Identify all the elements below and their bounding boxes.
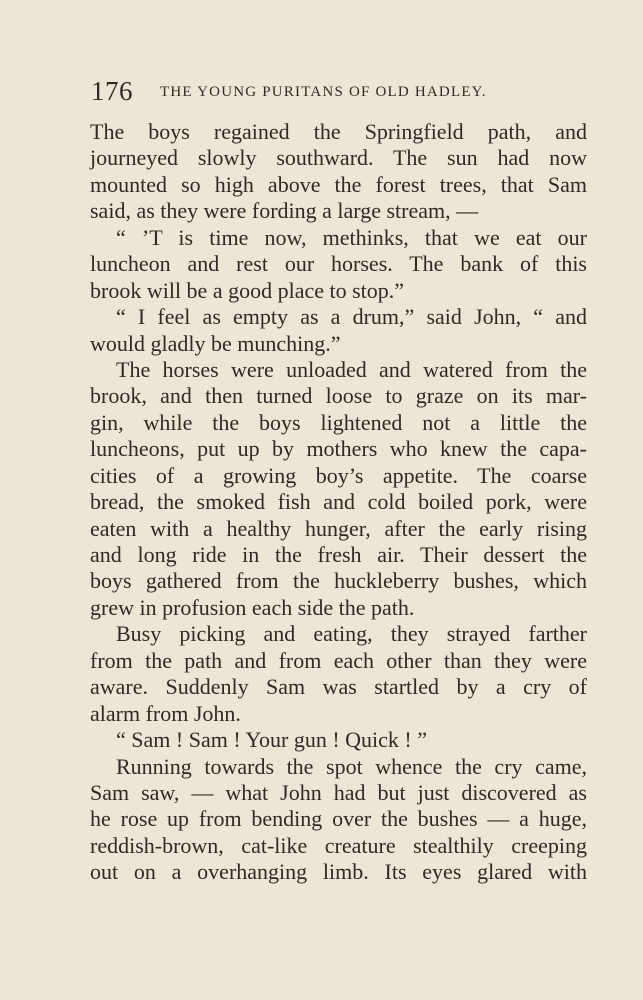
text-line: would gladly be munching.” (90, 330, 341, 356)
page-header (91, 76, 587, 106)
text-line: Busy picking and eating, they strayed farther (116, 621, 587, 647)
text-line: journeyed slowly southward. The sun had now (90, 145, 587, 171)
text-line: bread, the smoked fish and cold boiled pork, were (90, 489, 587, 515)
text-line: Sam saw, — what John had but just discovered as (90, 779, 587, 805)
page-body-text (90, 119, 587, 886)
text-line: cities of a growing boy’s appetite. The coarse (90, 462, 587, 488)
text-line: gin, while the boys lightened not a little the (90, 409, 587, 435)
text-line: Running towards the spot whence the cry came, (116, 753, 587, 779)
text-line: luncheon and rest our horses. The bank of this (90, 251, 587, 277)
text-line: out on a overhanging limb. Its eyes glared with (90, 859, 587, 885)
running-title: THE YOUNG PURITANS OF OLD HADLEY. (160, 84, 487, 100)
text-line: brook will be a good place to stop.” (90, 277, 405, 303)
text-line: “ Sam ! Sam ! Your gun ! Quick ! ” (116, 727, 428, 753)
page-number: 176 (91, 76, 133, 106)
text-line: “ I feel as empty as a drum,” said John, “ and (116, 304, 587, 330)
text-line: alarm from John. (90, 700, 241, 726)
text-line: grew in profusion each side the path. (90, 594, 415, 620)
text-line: “ ’T is time now, methinks, that we eat our (116, 224, 587, 250)
text-line: luncheons, put up by mothers who knew the capa- (90, 436, 587, 462)
text-line: The boys regained the Springfield path, and (90, 119, 587, 144)
text-line: The horses were unloaded and watered from the (116, 356, 587, 382)
text-line: reddish-brown, cat-like creature stealthily creeping (90, 832, 587, 858)
text-line: brook, and then turned loose to graze on its mar- (90, 383, 587, 409)
text-line: aware. Suddenly Sam was startled by a cry of (90, 674, 587, 700)
text-line: from the path and from each other than they were (90, 647, 587, 673)
text-line: said, as they were fording a large stream, — (90, 198, 479, 224)
text-line: boys gathered from the huckleberry bushes, which (90, 568, 587, 594)
text-line: and long ride in the fresh air. Their dessert the (90, 542, 587, 567)
text-line: mounted so high above the forest trees, that Sam (90, 171, 587, 197)
text-line: eaten with a healthy hunger, after the early rising (90, 515, 587, 541)
text-line: he rose up from bending over the bushes — a huge, (90, 806, 587, 832)
